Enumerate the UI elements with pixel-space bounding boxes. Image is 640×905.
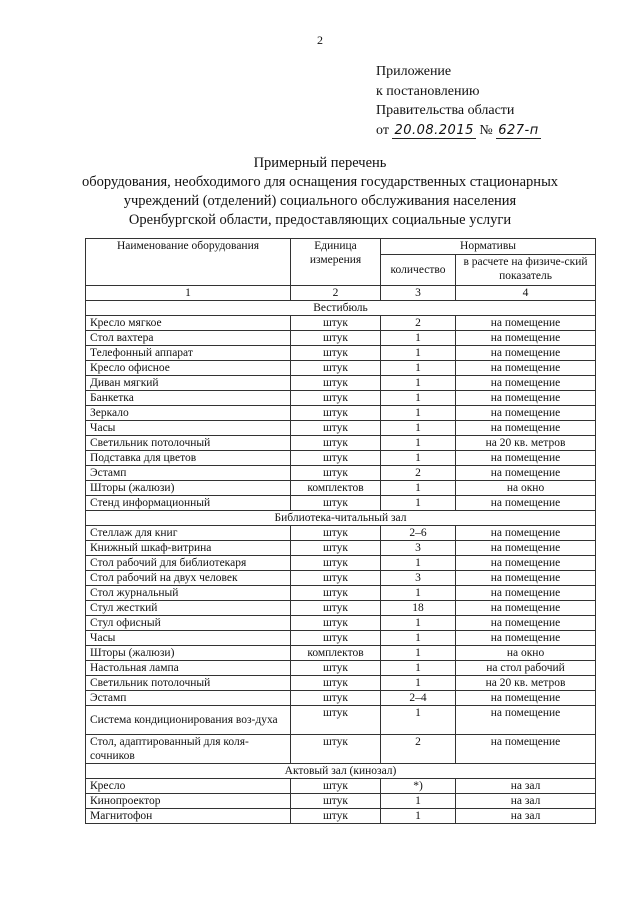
- item-unit: штук: [291, 601, 381, 616]
- item-qty: 18: [381, 601, 456, 616]
- table-row: [86, 391, 596, 406]
- item-per: на помещение: [456, 316, 596, 331]
- item-name: Банкетка: [86, 391, 291, 406]
- item-qty: 1: [381, 631, 456, 646]
- table-row: [86, 556, 596, 571]
- item-name: Стол журнальный: [86, 586, 291, 601]
- item-per: на помещение: [456, 391, 596, 406]
- item-qty: *): [381, 779, 456, 794]
- item-unit: штук: [291, 526, 381, 541]
- appendix-line-1: Приложение: [376, 64, 452, 79]
- item-unit: штук: [291, 676, 381, 691]
- item-unit: штук: [291, 661, 381, 676]
- item-name: Книжный шкаф-витрина: [86, 541, 291, 556]
- item-name: Кинопроектор: [86, 794, 291, 809]
- handwritten-date: 20.08.2015: [394, 122, 474, 138]
- header-unit: Единица измерения: [291, 239, 381, 286]
- item-per: на 20 кв. метров: [456, 676, 596, 691]
- title-line-3: учреждений (отделений) социального обслуживания населения: [123, 193, 517, 209]
- item-name: Стул офисный: [86, 616, 291, 631]
- item-name: Стул жесткий: [86, 601, 291, 616]
- table-row: [86, 794, 596, 809]
- item-unit: штук: [291, 376, 381, 391]
- item-qty: 1: [381, 481, 456, 496]
- item-unit: штук: [291, 316, 381, 331]
- item-qty: 3: [381, 571, 456, 586]
- title-line-4: Оренбургской области, предоставляющих социальные услуги: [128, 212, 512, 228]
- item-per: на помещение: [456, 735, 596, 764]
- item-qty: 1: [381, 794, 456, 809]
- item-unit: штук: [291, 779, 381, 794]
- item-unit: штук: [291, 616, 381, 631]
- item-name: Телефонный аппарат: [86, 346, 291, 361]
- header-name: Наименование оборудования: [86, 239, 291, 286]
- item-unit: штук: [291, 706, 381, 735]
- table-row: [86, 466, 596, 481]
- table-row: [86, 451, 596, 466]
- item-qty: 1: [381, 586, 456, 601]
- col-number: 3: [381, 286, 456, 301]
- item-qty: 1: [381, 661, 456, 676]
- table-row: [86, 331, 596, 346]
- item-name: Светильник потолочный: [86, 436, 291, 451]
- table-row: [86, 526, 596, 541]
- item-per: на помещение: [456, 406, 596, 421]
- section-title: Актовый зал (кинозал): [86, 764, 596, 779]
- item-qty: 3: [381, 541, 456, 556]
- item-name: Эстамп: [86, 466, 291, 481]
- item-per: на окно: [456, 646, 596, 661]
- col-number: 4: [456, 286, 596, 301]
- item-name: Кресло мягкое: [86, 316, 291, 331]
- item-per: на помещение: [456, 706, 596, 735]
- table-row: [86, 779, 596, 794]
- table-row: [86, 646, 596, 661]
- table-row: [86, 586, 596, 601]
- item-per: на помещение: [456, 691, 596, 706]
- item-qty: 1: [381, 451, 456, 466]
- item-qty: 1: [381, 646, 456, 661]
- item-name: Подставка для цветов: [86, 451, 291, 466]
- item-qty: 2–4: [381, 691, 456, 706]
- col-number: 1: [86, 286, 291, 301]
- item-per: на помещение: [456, 346, 596, 361]
- table-row: [86, 316, 596, 331]
- item-qty: 1: [381, 421, 456, 436]
- item-name: Магнитофон: [86, 809, 291, 824]
- header-per: в расчете на физиче-ский показатель: [456, 255, 596, 286]
- item-per: на помещение: [456, 601, 596, 616]
- item-unit: штук: [291, 541, 381, 556]
- table-row: [86, 346, 596, 361]
- item-unit: штук: [291, 556, 381, 571]
- table-row: [86, 361, 596, 376]
- item-unit: штук: [291, 735, 381, 764]
- item-name: Эстамп: [86, 691, 291, 706]
- item-unit: штук: [291, 809, 381, 824]
- header-qty: количество: [381, 255, 456, 286]
- item-per: на помещение: [456, 451, 596, 466]
- item-qty: 1: [381, 676, 456, 691]
- item-qty: 1: [381, 406, 456, 421]
- item-unit: штук: [291, 631, 381, 646]
- item-qty: 1: [381, 556, 456, 571]
- item-qty: 1: [381, 496, 456, 511]
- section-row: [86, 764, 596, 779]
- table-row: [86, 541, 596, 556]
- table-row: [86, 601, 596, 616]
- item-per: на помещение: [456, 466, 596, 481]
- item-name: Стеллаж для книг: [86, 526, 291, 541]
- item-name: Стол вахтера: [86, 331, 291, 346]
- item-per: на помещение: [456, 556, 596, 571]
- item-per: на зал: [456, 779, 596, 794]
- table-row: [86, 421, 596, 436]
- table-row: [86, 676, 596, 691]
- item-name: Стол рабочий для библиотекаря: [86, 556, 291, 571]
- item-unit: комплектов: [291, 481, 381, 496]
- item-per: на помещение: [456, 571, 596, 586]
- item-per: на помещение: [456, 541, 596, 556]
- item-name: Диван мягкий: [86, 376, 291, 391]
- item-name: Кресло офисное: [86, 361, 291, 376]
- section-title: Библиотека-читальный зал: [86, 511, 596, 526]
- appendix-line-3: Правительства области: [376, 103, 515, 118]
- table-row: [86, 661, 596, 676]
- item-name: Система кондиционирования воз-духа: [86, 706, 291, 735]
- item-qty: 1: [381, 706, 456, 735]
- item-unit: штук: [291, 496, 381, 511]
- item-name: Стенд информационный: [86, 496, 291, 511]
- item-name: Шторы (жалюзи): [86, 646, 291, 661]
- item-qty: 1: [381, 809, 456, 824]
- item-qty: 1: [381, 436, 456, 451]
- section-row: [86, 301, 596, 316]
- item-qty: 2–6: [381, 526, 456, 541]
- item-name: Часы: [86, 631, 291, 646]
- item-unit: штук: [291, 361, 381, 376]
- item-unit: штук: [291, 391, 381, 406]
- appendix-date-line: [376, 121, 541, 141]
- item-per: на помещение: [456, 421, 596, 436]
- item-qty: 2: [381, 466, 456, 481]
- column-numbers-row: [86, 286, 596, 301]
- item-name: Светильник потолочный: [86, 676, 291, 691]
- item-unit: штук: [291, 571, 381, 586]
- item-unit: комплектов: [291, 646, 381, 661]
- section-row: [86, 511, 596, 526]
- from-label: от: [376, 122, 389, 138]
- item-unit: штук: [291, 794, 381, 809]
- item-unit: штук: [291, 436, 381, 451]
- table-row: [86, 631, 596, 646]
- item-name: Кресло: [86, 779, 291, 794]
- item-unit: штук: [291, 586, 381, 601]
- item-qty: 1: [381, 346, 456, 361]
- equipment-table: [85, 238, 596, 824]
- item-unit: штук: [291, 691, 381, 706]
- item-per: на помещение: [456, 526, 596, 541]
- appendix-line-2: к постановлению: [376, 83, 480, 99]
- item-unit: штук: [291, 421, 381, 436]
- title-line-1: Примерный перечень: [253, 155, 387, 171]
- item-unit: штук: [291, 406, 381, 421]
- item-per: на зал: [456, 794, 596, 809]
- item-per: на помещение: [456, 586, 596, 601]
- table-row: [86, 691, 596, 706]
- table-row: [86, 376, 596, 391]
- item-per: на помещение: [456, 496, 596, 511]
- item-per: на 20 кв. метров: [456, 436, 596, 451]
- item-qty: 1: [381, 376, 456, 391]
- table-row: [86, 706, 596, 735]
- table-row: [86, 496, 596, 511]
- item-per: на помещение: [456, 631, 596, 646]
- table-row: [86, 406, 596, 421]
- table-row: [86, 481, 596, 496]
- item-unit: штук: [291, 346, 381, 361]
- item-qty: 1: [381, 391, 456, 406]
- section-title: Вестибюль: [86, 301, 596, 316]
- item-qty: 1: [381, 331, 456, 346]
- table-row: [86, 616, 596, 631]
- title-line-2: оборудования, необходимого для оснащения государственных стационарных: [81, 174, 559, 190]
- col-number: 2: [291, 286, 381, 301]
- table-row: [86, 735, 596, 764]
- page-number: 2: [317, 33, 323, 47]
- item-name: Зеркало: [86, 406, 291, 421]
- item-per: на окно: [456, 481, 596, 496]
- item-per: на помещение: [456, 376, 596, 391]
- header-norms: Нормативы: [381, 239, 596, 255]
- table-row: [86, 571, 596, 586]
- item-name: Стол, адаптированный для коля-сочников: [86, 735, 291, 764]
- item-qty: 1: [381, 616, 456, 631]
- number-label: №: [479, 122, 493, 138]
- item-per: на стол рабочий: [456, 661, 596, 676]
- item-qty: 2: [381, 316, 456, 331]
- item-qty: 2: [381, 735, 456, 764]
- table-row: [86, 809, 596, 824]
- item-per: на зал: [456, 809, 596, 824]
- item-per: на помещение: [456, 616, 596, 631]
- item-name: Настольная лампа: [86, 661, 291, 676]
- item-name: Стол рабочий на двух человек: [86, 571, 291, 586]
- item-qty: 1: [381, 361, 456, 376]
- document-title: [0, 154, 640, 230]
- appendix-block: [376, 62, 541, 140]
- item-unit: штук: [291, 451, 381, 466]
- handwritten-number: 627-п: [498, 122, 539, 138]
- item-per: на помещение: [456, 361, 596, 376]
- item-name: Шторы (жалюзи): [86, 481, 291, 496]
- item-unit: штук: [291, 466, 381, 481]
- item-unit: штук: [291, 331, 381, 346]
- table-row: [86, 436, 596, 451]
- item-per: на помещение: [456, 331, 596, 346]
- item-name: Часы: [86, 421, 291, 436]
- table-header-row: [86, 239, 596, 255]
